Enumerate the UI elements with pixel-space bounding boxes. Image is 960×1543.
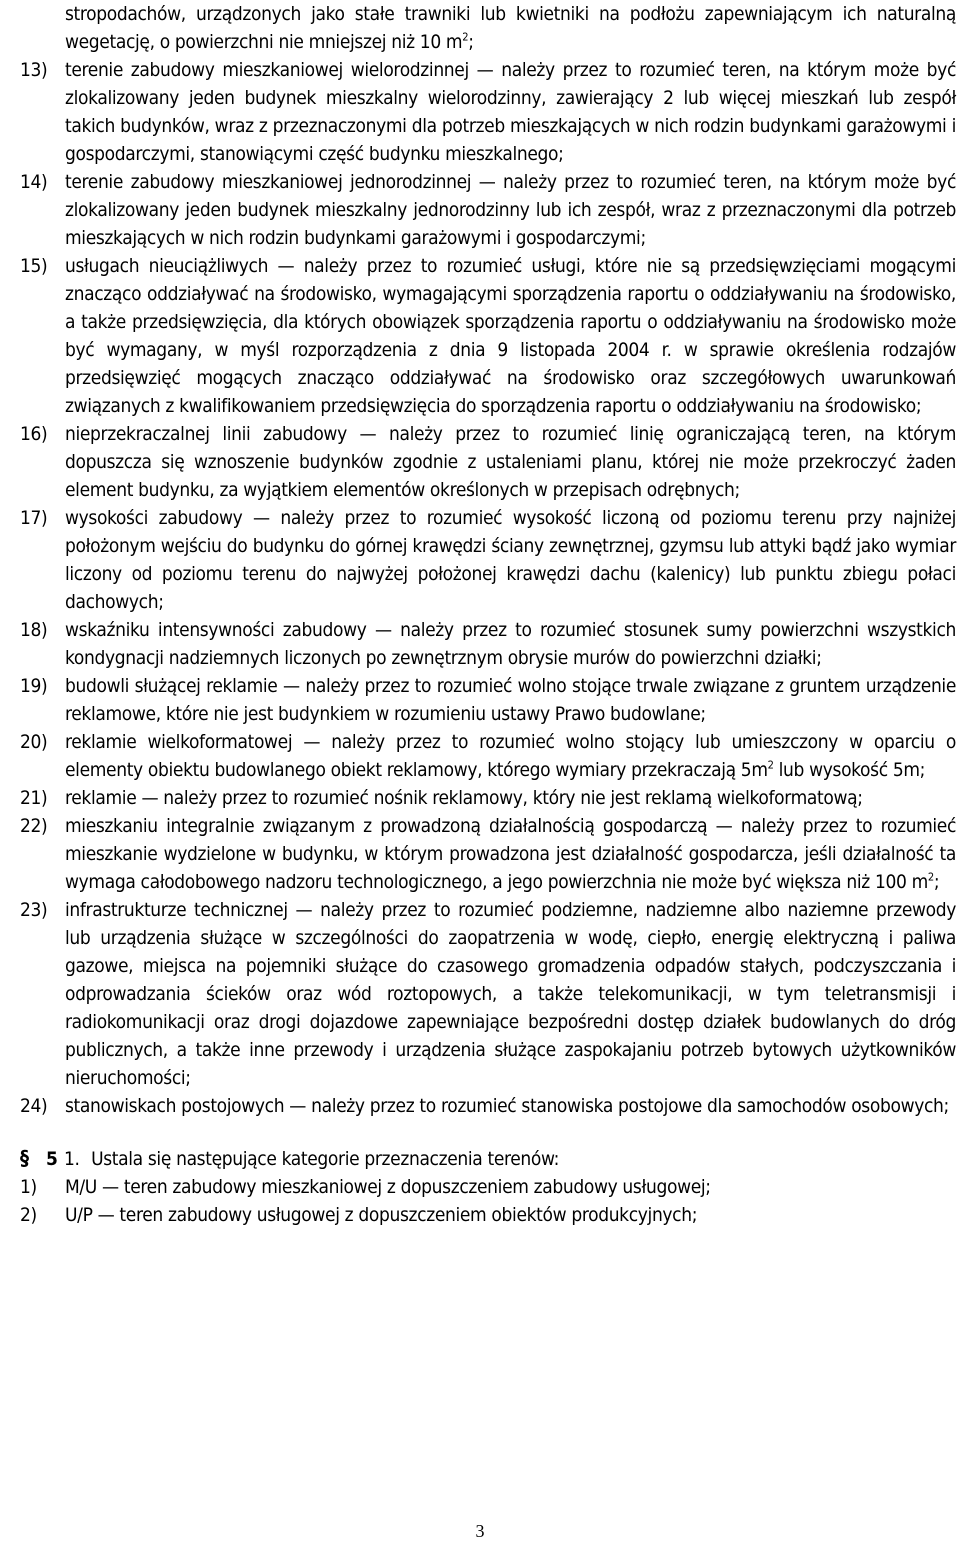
item-text: infrastrukturze technicznej — należy przez to rozumieć podziemne, nadziemne albo naziemne przewody lub urządzenia służące w szczególności do zaopatrzenia w wodę, ciepło, energię elektryczną i paliwa gazowe, miejsca na pojemniki służące do czasowego gromadzenia odpadów stałych, podczyszczania i odprowadzania ścieków oraz wód roztopowych, a także telekomunikacji, w tym teletransmisji i radiokomunikacji oraz drogi dojazdowe zapewniające bezpośredni dostęp działek budowlanych do dróg publicznych, a także inne przewody i urządzenia służące zaspokajaniu potrzeb bytowych użytkowników nieruchomości; [65,899,956,1089]
continuation-line-1: stropodachów, urządzonych jako stałe trawniki lub kwietniki na podłożu zapewniającym ich [65,3,867,25]
definition-item [20,812,956,896]
continuation-paragraph [20,0,956,56]
section-text: Ustala się następujące kategorie przeznaczenia terenów: [91,1148,560,1170]
definition-item [20,168,956,252]
item-number: 16) [20,423,48,445]
section-spacer [20,1120,956,1144]
item-text: terenie zabudowy mieszkaniowej wielorodzinnej — należy przez to rozumieć teren, na którym może być zlokalizowany jeden budynek mieszkalny wielorodzinny, zawierający 2 lub więcej mieszkań lub zespół takich budynków, wraz z przeznaczonymi dla potrzeb mieszkających w nich rodzin budynkami garażowymi i gospodarczymi, stanowiącymi część budynku mieszkalnego; [65,59,956,165]
section-subnumber: 1. [64,1148,80,1170]
category-item [20,1173,956,1201]
section-sign: § [20,1146,29,1170]
item-number: 19) [20,675,48,697]
category-number: 1) [20,1176,37,1198]
item-text: stanowiskach postojowych — należy przez to rozumieć stanowiska postojowe dla samochodów osobowych; [65,1095,949,1117]
definition-item [20,252,956,420]
document-body [20,0,956,1229]
item-text: nieprzekraczalnej linii zabudowy — należy przez to rozumieć linię ograniczającą teren, na którym dopuszcza się wznoszenie budynków zgodnie z ustaleniami planu, której nie może przekroczyć żaden element budynku, za wyjątkiem elementów określonych w przepisach odrębnych; [65,423,956,501]
item-number: 21) [20,787,48,809]
item-number: 15) [20,255,48,277]
item-text: usługach nieuciążliwych — należy przez to rozumieć usługi, które nie są przedsięwzięciami mogącymi znacząco oddziaływać na środowisko, wymagającymi sporządzenia raportu o oddziaływaniu na środowisko, a także przedsięwzięcia, dla których obowiązek sporządzenia raportu o oddziaływaniu na środowisko może być wymagany, w myśl rozporządzenia z dnia 9 listopada 2004 r. w sprawie określenia rodzajów przedsięwzięć mogących znacząco oddziaływać na środowisko oraz szczegółowych uwarunkowań związanych z kwalifikowaniem przedsięwzięcia do sporządzenia raportu o oddziaływaniu na środowisko; [65,255,956,417]
definition-item [20,672,956,728]
item-number: 13) [20,59,48,81]
definition-item [20,56,956,168]
category-text: U/P — teren zabudowy usługowej z dopuszczeniem obiektów produkcyjnych; [65,1204,698,1226]
definition-item [20,1092,956,1120]
item-number: 18) [20,619,48,641]
item-number: 14) [20,171,48,193]
continuation-line-2-end: ; [468,31,474,53]
item-text: reklamie — należy przez to rozumieć nośnik reklamowy, który nie jest reklamą wielkoformatową; [65,787,863,809]
definition-item [20,420,956,504]
page-number: 3 [475,1521,485,1541]
section-5-heading [20,1144,956,1173]
definitions-list [20,56,956,1120]
item-text-end: ; [933,871,940,893]
definition-item [20,504,956,616]
definition-item [20,784,956,812]
item-text: budowli służącej reklamie — należy przez to rozumieć wolno stojące trwale związane z gruntem urządzenie reklamowe, które nie jest budynkiem w rozumieniu ustawy Prawo budowlane; [65,675,956,725]
item-superscript: 2 [767,758,774,772]
superscript-2: 2 [462,30,469,44]
item-text: terenie zabudowy mieszkaniowej jednorodzinnej — należy przez to rozumieć teren, na którym może być zlokalizowany jeden budynek mieszkalny jednorodzinny lub ich zespół, wraz z przeznaczonymi dla potrzeb mieszkających w nich rodzin budynkami garażowymi i gospodarczymi; [65,171,956,249]
item-text-end: lub wysokość 5m; [773,759,926,781]
section-number: 5 [46,1148,58,1170]
category-number: 2) [20,1204,37,1226]
item-number: 17) [20,507,48,529]
category-text: M/U — teren zabudowy mieszkaniowej z dopuszczeniem zabudowy usługowej; [65,1176,711,1198]
item-text: wskaźniku intensywności zabudowy — należy przez to rozumieć stosunek sumy powierzchni wszystkich kondygnacji nadziemnych liczonych po zewnętrznym obrysie murów do powierzchni działki; [65,619,956,669]
item-superscript: 2 [927,870,934,884]
item-text: mieszkaniu integralnie związanym z prowadzoną działalnością gospodarczą — należy przez to rozumieć mieszkanie wydzielone w budynku, w którym prowadzona jest działalność gospodarcza, jeśli działalność ta wymaga całodobowego nadzoru technologicznego, a jego powierzchnia nie może być większa niż 100 m [65,815,956,893]
category-item [20,1201,956,1229]
item-number: 20) [20,731,48,753]
categories-list [20,1173,956,1229]
item-text: reklamie wielkoformatowej — należy przez to rozumieć wolno stojący lub umieszczony w oparciu o elementy obiektu budowlanego obiekt reklamowy, którego wymiary przekraczają 5m [65,731,956,781]
item-number: 24) [20,1095,48,1117]
definition-item [20,896,956,1092]
continuation-line-2: naturalną wegetację, o powierzchni nie mniejszej niż 10 m [65,3,956,53]
definition-item [20,616,956,672]
item-number: 22) [20,815,48,837]
item-text: wysokości zabudowy — należy przez to rozumieć wysokość liczoną od poziomu terenu przy najniżej położonym wejściu do budynku do górnej krawędzi ściany zewnętrznej, gzymsu lub attyki bądź jako wymiar liczony od poziomu terenu do najwyżej położonej krawędzi dachu (kalenicy) lub punktu zbiegu połaci dachowych; [65,507,956,613]
item-number: 23) [20,899,48,921]
definition-item [20,728,956,784]
